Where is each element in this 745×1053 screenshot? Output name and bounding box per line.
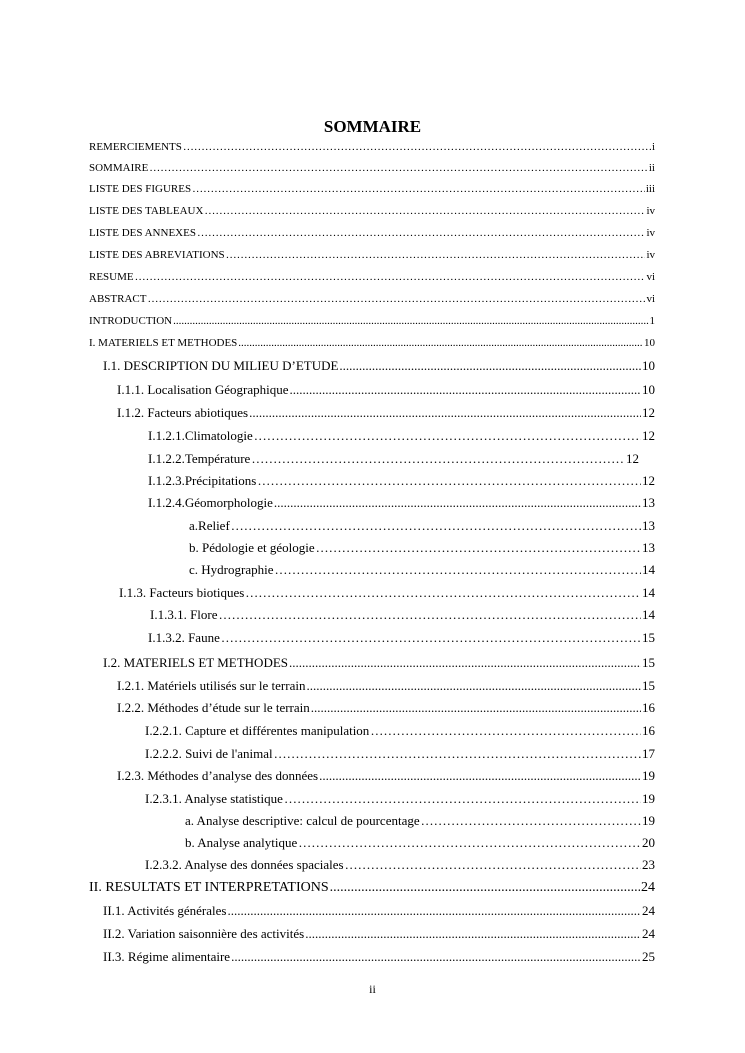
toc-entry-label: REMERCIEMENTS xyxy=(89,141,182,153)
toc-entry-page: 19 xyxy=(642,813,655,828)
dot-leader xyxy=(257,473,641,489)
dot-leader xyxy=(135,269,646,285)
dot-leader xyxy=(421,813,641,829)
toc-entry-donnees-spaciales[interactable] xyxy=(145,857,655,873)
toc-entry-page: 12 xyxy=(626,451,639,466)
toc-entry-page: 20 xyxy=(642,835,655,850)
toc-entry-methodes-analyse[interactable] xyxy=(117,768,655,784)
toc-entry-label: II.3. Régime alimentaire xyxy=(103,949,231,964)
toc-entry-regime-alimentaire[interactable] xyxy=(103,949,655,965)
page-number: ii xyxy=(369,982,376,996)
toc-entry-label: I. MATERIELS ET METHODES xyxy=(89,337,238,349)
toc-entry-liste-tableaux[interactable] xyxy=(89,203,655,219)
toc-entry-label: INTRODUCTION xyxy=(89,315,173,327)
dot-leader xyxy=(289,382,641,398)
dot-leader xyxy=(238,335,643,351)
toc-entry-page: iii xyxy=(645,183,655,195)
toc-entry-resultats[interactable] xyxy=(89,880,655,896)
toc-entry-page: 1 xyxy=(649,315,655,327)
toc-entry-sommaire[interactable] xyxy=(89,160,655,176)
toc-entry-page: 14 xyxy=(642,585,655,600)
toc-entry-label: I.1.3. Facteurs biotiques xyxy=(119,585,245,600)
page-title: SOMMAIRE xyxy=(323,117,422,136)
dot-leader xyxy=(219,607,641,623)
toc-entry-liste-annexes[interactable] xyxy=(89,225,655,241)
dot-leader xyxy=(289,655,641,671)
toc-entry-label: I.1.2.3.Précipitations xyxy=(148,473,257,488)
toc-entry-page: 15 xyxy=(642,630,655,645)
toc-entry-page: vi xyxy=(646,293,655,305)
dot-leader xyxy=(370,723,641,739)
dot-leader xyxy=(284,791,641,807)
dot-leader xyxy=(226,247,646,263)
toc-entry-page: 12 xyxy=(642,428,655,443)
toc-entry-abstract[interactable] xyxy=(89,291,655,307)
toc-entry-materiels-methodes-2[interactable] xyxy=(103,655,655,671)
toc-entry-flore[interactable] xyxy=(150,607,655,623)
dot-leader xyxy=(221,630,641,646)
toc-entry-temperature[interactable] xyxy=(148,451,639,467)
toc-entry-label: LISTE DES FIGURES xyxy=(89,183,192,195)
toc-entry-page: 24 xyxy=(642,903,655,918)
toc-entry-pedologie[interactable] xyxy=(189,540,655,556)
toc-entry-label: a.Relief xyxy=(189,518,230,533)
toc-entry-remerciements[interactable] xyxy=(89,139,655,155)
toc-entry-page: 25 xyxy=(642,949,655,964)
toc-entry-label: II.2. Variation saisonnière des activités xyxy=(103,926,305,941)
dot-leader xyxy=(345,857,641,873)
dot-leader xyxy=(274,746,641,762)
toc-entry-resume[interactable] xyxy=(89,269,655,285)
toc-entry-page: iv xyxy=(646,249,655,261)
toc-entry-label: I.1.2. Facteurs abiotiques xyxy=(117,405,249,420)
toc-entry-page: 17 xyxy=(642,746,655,761)
toc-entry-page: 10 xyxy=(642,358,655,373)
toc-entry-geomorphologie[interactable] xyxy=(148,495,655,511)
dot-leader xyxy=(274,562,641,578)
toc-entry-precipitations[interactable] xyxy=(148,473,655,489)
toc-entry-page: i xyxy=(651,141,655,153)
toc-entry-label: LISTE DES TABLEAUX xyxy=(89,205,204,217)
toc-entry-page: 24 xyxy=(642,926,655,941)
toc-entry-page: vi xyxy=(646,271,655,283)
toc-entry-label: II. RESULTATS ET INTERPRETATIONS xyxy=(89,880,329,895)
dot-leader xyxy=(274,495,641,511)
toc-entry-faune[interactable] xyxy=(148,630,655,646)
toc-entry-page: iv xyxy=(646,205,655,217)
toc-entry-page: 16 xyxy=(642,723,655,738)
toc-entry-label: I.1.1. Localisation Géographique xyxy=(117,382,289,397)
toc-entry-page: 13 xyxy=(642,540,655,555)
toc-entry-label: b. Analyse analytique xyxy=(185,835,298,850)
toc-entry-methodes-etude[interactable] xyxy=(117,700,655,716)
toc-entry-label: ABSTRACT xyxy=(89,293,147,305)
toc-entry-label: RESUME xyxy=(89,271,134,283)
toc-entry-variation-saisonniere[interactable] xyxy=(103,926,655,942)
dot-leader xyxy=(298,835,641,851)
dot-leader xyxy=(254,428,641,444)
toc-entry-climatologie[interactable] xyxy=(148,428,655,444)
toc-entry-page: ii xyxy=(648,162,655,174)
dot-leader xyxy=(149,160,648,176)
toc-entry-materiels-methodes[interactable] xyxy=(89,335,655,351)
dot-leader xyxy=(192,181,645,197)
toc-entry-label: I.1.2.2.Température xyxy=(148,451,251,466)
toc-entry-description-milieu[interactable] xyxy=(103,358,655,374)
toc-entry-page: 16 xyxy=(642,700,655,715)
dot-leader xyxy=(316,540,641,556)
toc-entry-label: I.2.1. Matériels utilisés sur le terrain xyxy=(117,678,306,693)
toc-entry-page: 19 xyxy=(642,768,655,783)
toc-entry-analyse-descriptive[interactable] xyxy=(185,813,655,829)
dot-leader xyxy=(306,678,641,694)
dot-leader xyxy=(204,203,645,219)
dot-leader xyxy=(231,518,641,534)
dot-leader xyxy=(319,768,641,784)
toc-entry-capture[interactable] xyxy=(145,723,655,739)
toc-entry-relief[interactable] xyxy=(189,518,655,534)
toc-entry-label: LISTE DES ANNEXES xyxy=(89,227,196,239)
toc-entry-label: I.1. DESCRIPTION DU MILIEU D’ETUDE xyxy=(103,358,339,373)
toc-entry-page: 23 xyxy=(642,857,655,872)
toc-entry-label: LISTE DES ABREVIATIONS xyxy=(89,249,225,261)
toc-entry-activites-generales[interactable] xyxy=(103,903,655,919)
dot-leader xyxy=(183,139,651,155)
dot-leader xyxy=(173,313,648,329)
toc-entry-introduction[interactable] xyxy=(89,313,655,329)
dot-leader xyxy=(231,949,641,965)
toc-entry-page: 10 xyxy=(642,382,655,397)
toc-entry-label: I.2.3.1. Analyse statistique xyxy=(145,791,283,806)
dot-leader xyxy=(311,700,641,716)
toc-entry-page: 19 xyxy=(642,791,655,806)
toc-entry-materiels-terrain[interactable] xyxy=(117,678,655,694)
toc-entry-label: I.2.2. Méthodes d’étude sur le terrain xyxy=(117,700,310,715)
toc-entry-page: 12 xyxy=(642,473,655,488)
toc-entry-page: 10 xyxy=(644,337,655,349)
toc-entry-label: I.2.3.2. Analyse des données spaciales xyxy=(145,857,344,872)
dot-leader xyxy=(147,291,645,307)
toc-entry-page: 13 xyxy=(642,495,655,510)
toc-entry-page: iv xyxy=(646,227,655,239)
toc-entry-label: I.1.2.1.Climatologie xyxy=(148,428,253,443)
toc-entry-label: c. Hydrographie xyxy=(189,562,274,577)
dot-leader xyxy=(197,225,645,241)
dot-leader xyxy=(249,405,641,421)
toc-entry-label: I.1.3.2. Faune xyxy=(148,630,220,645)
toc-entry-analyse-statistique[interactable] xyxy=(145,791,655,807)
toc-entry-hydrographie[interactable] xyxy=(189,562,655,578)
dot-leader xyxy=(227,903,641,919)
toc-entry-page: 12 xyxy=(642,405,655,420)
dot-leader xyxy=(251,451,625,467)
toc-entry-label: I.2.2.1. Capture et différentes manipulation xyxy=(145,723,370,738)
toc-entry-suivi-animal[interactable] xyxy=(145,746,655,762)
toc-entry-label: b. Pédologie et géologie xyxy=(189,540,315,555)
toc-entry-page: 15 xyxy=(642,678,655,693)
toc-entry-label: II.1. Activités générales xyxy=(103,903,227,918)
toc-entry-page: 24 xyxy=(641,880,655,895)
toc-entry-localisation[interactable] xyxy=(117,382,655,398)
dot-leader xyxy=(330,880,640,896)
toc-entry-label: I.1.2.4.Géomorphologie xyxy=(148,495,273,510)
toc-entry-label: SOMMAIRE xyxy=(89,162,149,174)
dot-leader xyxy=(305,926,641,942)
toc-entry-page: 13 xyxy=(642,518,655,533)
toc-entry-label: I.2.2.2. Suivi de l'animal xyxy=(145,746,273,761)
toc-entry-facteurs-abiotiques[interactable] xyxy=(117,405,655,421)
toc-entry-label: I.1.3.1. Flore xyxy=(150,607,218,622)
dot-leader xyxy=(245,585,641,601)
toc-entry-liste-abreviations[interactable] xyxy=(89,247,655,263)
toc-entry-page: 14 xyxy=(642,562,655,577)
toc-entry-page: 15 xyxy=(642,655,655,670)
toc-entry-facteurs-biotiques[interactable] xyxy=(119,585,655,601)
toc-entry-label: I.2. MATERIELS ET METHODES xyxy=(103,655,289,670)
toc-entry-analyse-analytique[interactable] xyxy=(185,835,655,851)
toc-entry-page: 14 xyxy=(642,607,655,622)
toc-entry-liste-figures[interactable] xyxy=(89,181,655,197)
toc-entry-label: a. Analyse descriptive: calcul de pourcentage xyxy=(185,813,420,828)
toc-entry-label: I.2.3. Méthodes d’analyse des données xyxy=(117,768,319,783)
dot-leader xyxy=(339,358,641,374)
